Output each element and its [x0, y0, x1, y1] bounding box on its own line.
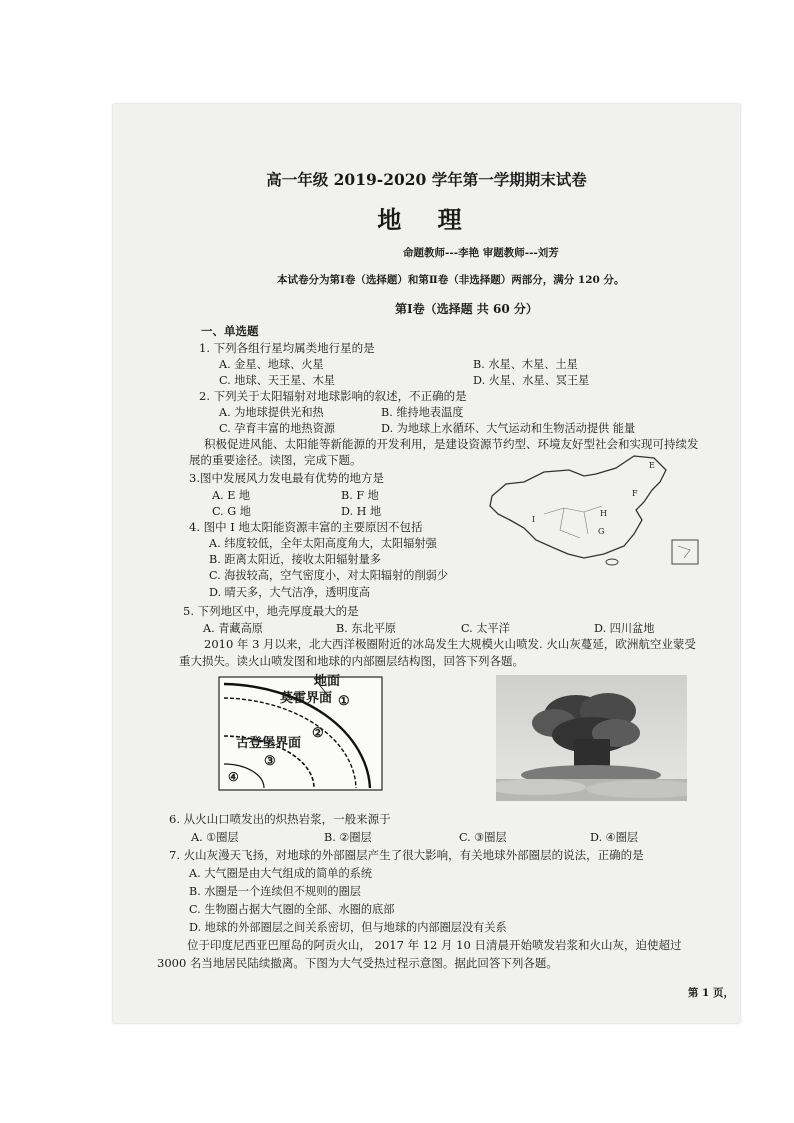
label-moho: 莫霍界面	[280, 691, 333, 706]
china-map-outline	[484, 454, 704, 569]
label-circle-4: ④	[228, 770, 239, 784]
q4-stem: 4. 图中 I 地太阳能资源丰富的主要原因不包括	[189, 520, 423, 534]
q2-option-c: C. 孕育丰富的地热资源	[219, 422, 335, 435]
map-label-g: G	[598, 527, 605, 536]
subject-title: 地 理	[377, 205, 476, 234]
q2-option-b: B. 维持地表温度	[381, 406, 464, 419]
q7-option-d: D. 地球的外部圈层之间关系密切，但与地球的内部圈层没有关系	[189, 921, 507, 934]
q3-option-d: D. H 地	[341, 505, 382, 518]
passage1-line2: 展的重要途径。读图，完成下题。	[189, 453, 362, 467]
passage3-line2: 3000 名当地居民陆续撤离。下图为大气受热过程示意图。据此回答下列各题。	[157, 956, 558, 970]
label-circle-2: ②	[312, 726, 324, 741]
q6-option-c: C. ③圈层	[459, 831, 507, 844]
q7-option-b: B. 水圈是一个连续但不规则的圈层	[189, 885, 361, 898]
teacher-line: 命题教师---李艳 审题教师---刘芳	[403, 247, 559, 259]
passage3-line1: 位于印度尼西亚巴厘岛的阿贡火山， 2017 年 12 月 10 日清晨开始喷发岩浆和火山灰，迫使超过	[187, 938, 682, 952]
q1-option-a: A. 金星、地球、火星	[219, 358, 324, 371]
q3-option-c: C. G 地	[212, 505, 251, 518]
q4-option-c: C. 海拔较高，空气密度小，对太阳辐射的削弱少	[209, 569, 449, 582]
q6-option-d: D. ④圈层	[590, 831, 639, 844]
q5-option-d: D. 四川盆地	[594, 622, 655, 635]
label-circle-1: ①	[338, 694, 350, 709]
q4-option-d: D. 晴天多，大气洁净，透明度高	[209, 586, 371, 599]
exam-sheet	[113, 104, 740, 1023]
q1-stem: 1. 下列各组行星均属类地行星的是	[199, 341, 375, 355]
q7-option-a: A. 大气圈是由大气组成的简单的系统	[189, 867, 373, 880]
q1-option-d: D. 火星、水星、冥王星	[473, 374, 590, 387]
q4-option-b: B. 距离太阳近，接收太阳辐射量多	[209, 553, 381, 566]
earth-structure-figure	[218, 676, 383, 791]
q6-stem: 6. 从火山口喷发出的炽热岩浆，一般来源于	[169, 812, 391, 826]
volcano-eruption-photo	[496, 675, 687, 801]
q4-option-a: A. 纬度较低，全年太阳高度角大，太阳辐射强	[209, 537, 437, 550]
section-heading: 一、单选题	[201, 324, 259, 338]
q1-option-b: B. 水星、木星、土星	[473, 358, 578, 371]
q5-stem: 5. 下列地区中，地壳厚度最大的是	[183, 604, 359, 618]
passage1-line1: 积极促进风能、太阳能等新能源的开发利用，是建设资源节约型、环境友好型社会和实现可持续发	[204, 437, 699, 451]
exam-title: 高一年级 2019-2020 学年第一学期期末试卷	[266, 170, 587, 189]
label-circle-3: ③	[264, 754, 276, 769]
q3-stem: 3.图中发展风力发电最有优势的地方是	[189, 471, 384, 485]
q6-option-b: B. ②圈层	[324, 831, 372, 844]
passage2-line1: 2010 年 3 月以来，北大西洋极圈附近的冰岛发生大规模火山喷发. 火山灰蔓延，欧洲航空业蒙受	[204, 637, 696, 651]
page-number: 第 1 页，	[687, 987, 734, 999]
volcano-plume-image	[496, 675, 687, 801]
q5-option-b: B. 东北平原	[336, 622, 397, 635]
q3-option-a: A. E 地	[212, 489, 251, 502]
china-map-figure	[484, 454, 704, 569]
map-label-f: F	[632, 489, 638, 498]
q6-option-a: A. ①圈层	[191, 831, 239, 844]
map-label-h: H	[600, 509, 607, 518]
part-one-heading: 第Ⅰ卷（选择题 共 60 分）	[395, 302, 538, 316]
q2-option-d: D. 为地球上水循环、大气运动和生物活动提供 能量	[381, 422, 636, 435]
q3-option-b: B. F 地	[341, 489, 379, 502]
q7-option-c: C. 生物圈占据大气圈的全部、水圈的底部	[189, 903, 395, 916]
label-surface: 地面	[314, 674, 341, 689]
q5-option-a: A. 青藏高原	[203, 622, 263, 635]
exam-intro: 本试卷分为第Ⅰ卷（选择题）和第Ⅱ卷（非选择题）两部分，满分 120 分。	[277, 274, 625, 286]
q7-stem: 7. 火山灰漫天飞扬，对地球的外部圈层产生了很大影响，有关地球外部圈层的说法，正确的是	[169, 848, 644, 862]
q1-option-c: C. 地球、天王星、木星	[219, 374, 335, 387]
q2-stem: 2. 下列关于太阳辐射对地球影响的叙述，不正确的是	[199, 389, 467, 403]
label-gutenberg: 古登堡界面	[236, 736, 302, 751]
map-label-e: E	[649, 461, 655, 470]
q5-option-c: C. 太平洋	[461, 622, 510, 635]
map-label-i: I	[532, 515, 536, 524]
q2-option-a: A. 为地球提供光和热	[219, 406, 324, 419]
passage2-line2: 重大损失。读火山喷发图和地球的内部圈层结构图，回答下列各题。	[179, 654, 524, 668]
